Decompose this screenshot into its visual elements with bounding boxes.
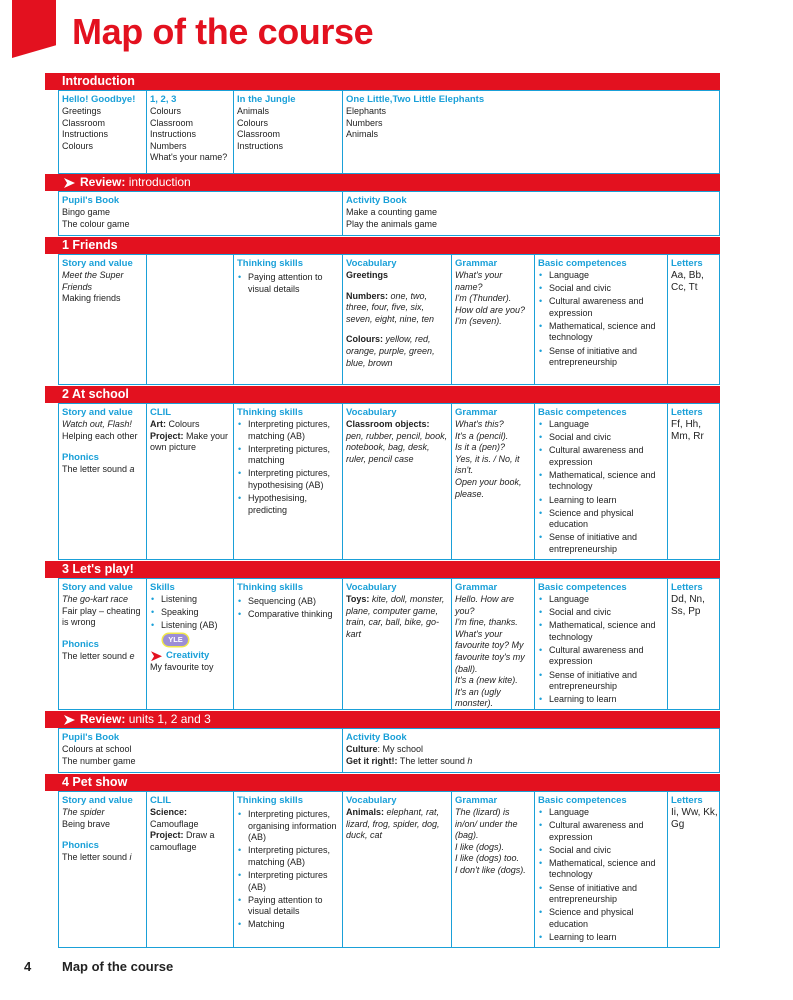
grammar-line: I like (dogs) too.: [455, 853, 520, 864]
vocab-col: [342, 792, 451, 947]
list-item: • Listening (AB): [150, 620, 230, 632]
list-item: • Social and civic: [538, 607, 664, 619]
thinking-list: [237, 809, 339, 931]
grammar-col: [451, 579, 534, 709]
vocab-words: Toys: kite, doll, monster, plane, computer game, train, car, ball, bike, go-kart: [346, 594, 445, 639]
competences-col: [534, 792, 667, 947]
vocab-label: Classroom objects:: [346, 419, 430, 429]
phonics-text: The letter sound a: [62, 464, 135, 475]
intro-col-3-heading: In the Jungle: [237, 94, 296, 105]
grammar-line: I'm (Thunder).: [455, 293, 512, 304]
intro-col-4-item: Elephants: [346, 106, 387, 116]
page-footer: [24, 961, 173, 973]
intro-col-4-heading: One Little,Two Little Elephants: [346, 94, 485, 105]
page-number: 4: [24, 959, 32, 974]
list-item: • Language: [538, 807, 664, 819]
competences-list: [538, 807, 664, 944]
list-item: • Interpreting pictures (AB): [237, 870, 339, 893]
competences-col: [534, 579, 667, 709]
intro-col-3-item: Colours: [237, 117, 269, 128]
unit-3-bar: [45, 561, 720, 578]
story-title: Watch out, Flash!: [62, 419, 132, 429]
intro-col-3-item: Classroom: [237, 129, 281, 140]
competences-list: [538, 270, 664, 369]
review-item: Play the animals game: [346, 218, 438, 229]
list-item: • Sense of initiative and entrepreneurship: [538, 532, 664, 555]
grammar-line: What's your favourite toy? My favourite toy's my (ball).: [455, 628, 525, 674]
list-item: • Interpreting pictures, matching (AB): [237, 419, 339, 442]
thinking-list: [237, 596, 339, 621]
list-item: • Interpreting pictures, matching (AB): [237, 845, 339, 868]
clil-science-label: Science:: [150, 807, 188, 817]
intro-col-2-item: What's your name?: [150, 152, 228, 163]
vocab-col: [342, 404, 451, 559]
vocab-heading: Vocabulary: [346, 795, 397, 806]
clil-heading: CLIL: [150, 407, 172, 418]
story-heading: Story and value: [62, 258, 133, 269]
competences-heading: Basic competences: [538, 795, 627, 806]
intro-col-1-item: Instructions: [62, 129, 109, 140]
thinking-col: [233, 404, 342, 559]
grammar-line: The (lizard) is in/on/ under the (bag).: [455, 807, 518, 841]
vocab-heading: Vocabulary: [346, 258, 397, 269]
intro-col-3: [233, 91, 342, 173]
grammar-col: [451, 404, 534, 559]
review-getit: Get it right!: The letter sound h: [346, 755, 473, 766]
thinking-list: [237, 272, 339, 295]
story-value: Being brave: [62, 818, 111, 829]
competences-list: [538, 594, 664, 706]
list-item: • Mathematical, science and technology: [538, 470, 664, 493]
intro-col-2-item: Classroom: [150, 117, 194, 128]
intro-box: [58, 90, 720, 174]
review-item: Make a counting game: [346, 207, 438, 217]
vocab-words: Animals: elephant, rat, lizard, frog, spider, dog, duck, cat: [346, 807, 440, 841]
unit-4-title: 4 Pet show: [62, 775, 128, 789]
grammar-line: How old are you?: [455, 304, 526, 315]
story-col: [59, 579, 146, 709]
vocab-greetings: Greetings: [346, 270, 389, 280]
thinking-heading: Thinking skills: [237, 258, 303, 269]
arrow-icon: [64, 178, 75, 188]
phonics-heading: Phonics: [62, 638, 99, 650]
unit-3-box: [58, 578, 720, 710]
list-item: • Hypothesising, predicting: [237, 493, 339, 516]
letters-value: Dd, Nn, Ss, Pp: [671, 594, 705, 617]
list-item: • Cultural awareness and expression: [538, 645, 664, 668]
vocab-words: pen, rubber, pencil, book, notebook, bag, desk, ruler, pencil case: [346, 430, 448, 464]
clil-col: [146, 792, 233, 947]
competences-col: [534, 404, 667, 559]
vocab-col: [342, 579, 451, 709]
grammar-line: What's this?: [455, 419, 504, 429]
arrow-icon: [64, 715, 75, 725]
list-item: • Sense of initiative and entrepreneurship: [538, 670, 664, 693]
list-item: • Comparative thinking: [237, 609, 339, 621]
review-label: Review:: [80, 712, 126, 726]
thinking-heading: Thinking skills: [237, 795, 303, 806]
competences-heading: Basic competences: [538, 407, 627, 418]
story-value: Making friends: [62, 293, 121, 304]
page-title: Map of the course: [72, 11, 374, 52]
list-item: • Learning to learn: [538, 932, 664, 944]
grammar-line: I'm (seven).: [455, 316, 502, 327]
unit-3-title: 3 Let's play!: [62, 562, 134, 576]
list-item: • Sense of initiative and entrepreneurship: [538, 346, 664, 369]
phonics-text: The letter sound e: [62, 650, 135, 661]
skills-col: [146, 579, 233, 709]
letters-heading: Letters: [671, 407, 703, 418]
vocab-colours: Colours: yellow, red, orange, purple, green, blue, brown: [346, 334, 435, 368]
grammar-line: I'm fine, thanks.: [455, 617, 518, 628]
intro-bar: [45, 73, 720, 90]
list-item: • Learning to learn: [538, 694, 664, 706]
list-item: • Paying attention to visual details: [237, 895, 339, 918]
review-rest: units 1, 2 and 3: [125, 712, 211, 726]
review-item: The colour game: [62, 218, 130, 229]
list-item: • Learning to learn: [538, 495, 664, 507]
list-item: • Social and civic: [538, 283, 664, 295]
phonics-heading: Phonics: [62, 452, 99, 464]
list-item: • Social and civic: [538, 432, 664, 444]
review-culture: Culture: My school: [346, 744, 424, 754]
intro-col-1-item: Classroom: [62, 117, 106, 128]
review-pupil-col: [59, 729, 342, 772]
intro-col-3-item: Instructions: [237, 140, 284, 151]
grammar-heading: Grammar: [455, 407, 498, 418]
vocab-numbers: Numbers: one, two, three, four, five, six, seven, eight, nine, ten: [346, 290, 435, 324]
empty-col: [146, 255, 233, 384]
activity-book-heading: Activity Book: [346, 195, 407, 206]
yle-badge: YLE: [163, 634, 188, 646]
intro-col-1-item: Greetings: [62, 106, 102, 116]
letters-value: Ii, Ww, Kk, Gg: [671, 807, 718, 830]
creativity-heading: Creativity: [150, 649, 230, 662]
grammar-col: [451, 792, 534, 947]
list-item: • Science and physical education: [538, 508, 664, 531]
grammar-line: It's an (ugly monster).: [455, 686, 501, 709]
phonics-text: The letter sound i: [62, 852, 132, 863]
review-item: The number game: [62, 755, 136, 766]
story-heading: Story and value: [62, 582, 133, 593]
list-item: • Matching: [237, 919, 339, 931]
intro-col-2-item: Instructions: [150, 129, 197, 140]
clil-heading: CLIL: [150, 795, 172, 806]
list-item: • Interpreting pictures, organising information (AB): [237, 809, 339, 844]
review-item: Colours at school: [62, 744, 132, 754]
unit-2-title: 2 At school: [62, 387, 129, 401]
grammar-line: Hello. How are you?: [455, 594, 515, 616]
review-pupil-col: [59, 192, 342, 235]
footer-title: Map of the course: [62, 959, 174, 974]
review-label: Review:: [80, 175, 126, 189]
intro-col-1-item: Colours: [62, 140, 94, 151]
story-col: [59, 255, 146, 384]
list-item: • Interpreting pictures, matching: [237, 444, 339, 467]
list-item: • Language: [538, 594, 664, 606]
intro-col-2-heading: 1, 2, 3: [150, 94, 177, 105]
intro-col-4-item: Numbers: [346, 117, 383, 128]
story-title: Meet the Super Friends: [62, 270, 124, 292]
letters-heading: Letters: [671, 795, 703, 806]
list-item: • Language: [538, 270, 664, 282]
clil-project: Project: Draw a camouflage: [150, 830, 215, 852]
thinking-list: [237, 419, 339, 516]
clil-col: [146, 404, 233, 559]
vocab-heading: Vocabulary: [346, 582, 397, 593]
review-activity-col: [342, 729, 721, 772]
letters-col: [667, 792, 721, 947]
list-item: • Science and physical education: [538, 907, 664, 930]
review-activity-col: [342, 192, 721, 235]
review-intro-box: [58, 191, 720, 236]
list-item: • Paying attention to visual details: [237, 272, 339, 295]
grammar-heading: Grammar: [455, 795, 498, 806]
list-item: • Sequencing (AB): [237, 596, 339, 608]
intro-col-4: [342, 91, 721, 173]
thinking-heading: Thinking skills: [237, 582, 303, 593]
letters-col: [667, 404, 721, 559]
intro-col-2-item: Colours: [150, 106, 182, 116]
story-title: The spider: [62, 807, 105, 817]
letters-value: Aa, Bb, Cc, Tt: [671, 270, 704, 293]
story-col: [59, 404, 146, 559]
list-item: • Interpreting pictures, hypothesising (AB): [237, 468, 339, 491]
intro-col-3-item: Animals: [237, 106, 270, 116]
grammar-line: What's your name?: [455, 270, 503, 292]
list-item: • Mathematical, science and technology: [538, 620, 664, 643]
creativity-text: My favourite toy: [150, 662, 214, 673]
intro-title: Introduction: [62, 74, 135, 88]
unit-4-bar: [45, 774, 720, 791]
list-item: • Mathematical, science and technology: [538, 321, 664, 344]
story-value: Helping each other: [62, 430, 138, 441]
unit-2-bar: [45, 386, 720, 403]
thinking-heading: Thinking skills: [237, 407, 303, 418]
grammar-line: It's a (new kite).: [455, 675, 518, 686]
unit-1-bar: [45, 237, 720, 254]
letters-col: [667, 255, 721, 384]
thinking-col: [233, 579, 342, 709]
intro-col-4-item: Animals: [346, 129, 379, 140]
activity-book-heading: Activity Book: [346, 732, 407, 743]
competences-col: [534, 255, 667, 384]
review-intro-bar: [45, 174, 720, 191]
grammar-line: Is it a (pen)?: [455, 442, 506, 453]
vocab-col: [342, 255, 451, 384]
competences-heading: Basic competences: [538, 582, 627, 593]
unit-4-box: [58, 791, 720, 948]
grammar-line: I like (dogs).: [455, 841, 505, 852]
list-item: • Cultural awareness and expression: [538, 820, 664, 843]
letters-col: [667, 579, 721, 709]
pupils-book-heading: Pupil's Book: [62, 732, 120, 743]
intro-col-1-heading: Hello! Goodbye!: [62, 94, 136, 105]
competences-heading: Basic competences: [538, 258, 627, 269]
unit-1-title: 1 Friends: [62, 238, 118, 252]
phonics-heading: Phonics: [62, 840, 99, 852]
clil-science: Camouflage: [150, 818, 199, 829]
thinking-col: [233, 255, 342, 384]
arrow-icon: [151, 651, 162, 661]
grammar-heading: Grammar: [455, 582, 498, 593]
vocab-heading: Vocabulary: [346, 407, 397, 418]
list-item: • Mathematical, science and technology: [538, 858, 664, 881]
grammar-line: Open your book, please.: [455, 476, 522, 499]
letters-heading: Letters: [671, 582, 703, 593]
list-item: • Cultural awareness and expression: [538, 296, 664, 319]
intro-col-2-item: Numbers: [150, 140, 187, 151]
story-title: The go-kart race: [62, 594, 129, 604]
story-value: Fair play – cheating is wrong: [62, 605, 141, 628]
clil-project: Project: Make your own picture: [150, 430, 229, 453]
list-item: • Listening: [150, 594, 230, 606]
grammar-line: Yes, it is. / No, it isn't.: [455, 453, 520, 476]
grammar-line: It's a (pencil).: [455, 430, 509, 441]
unit-2-box: [58, 403, 720, 560]
skills-heading: Skills: [150, 582, 175, 593]
letters-heading: Letters: [671, 258, 703, 269]
story-heading: Story and value: [62, 795, 133, 806]
intro-col-1: [59, 91, 146, 173]
list-item: • Social and civic: [538, 845, 664, 857]
clil-art: Art: Colours: [150, 419, 200, 429]
list-item: • Speaking: [150, 607, 230, 619]
grammar-heading: Grammar: [455, 258, 498, 269]
list-item: • Language: [538, 419, 664, 431]
intro-col-2: [146, 91, 233, 173]
list-item: • Cultural awareness and expression: [538, 445, 664, 468]
review-item: Bingo game: [62, 207, 111, 217]
unit-1-box: [58, 254, 720, 385]
story-col: [59, 792, 146, 947]
grammar-col: [451, 255, 534, 384]
competences-list: [538, 419, 664, 556]
review-rest: introduction: [125, 175, 191, 189]
review-units-bar: [45, 711, 720, 728]
story-heading: Story and value: [62, 407, 133, 418]
letters-value: Ff, Hh, Mm, Rr: [671, 419, 704, 442]
thinking-col: [233, 792, 342, 947]
corner-tab: [12, 0, 56, 58]
list-item: • Sense of initiative and entrepreneurship: [538, 883, 664, 906]
skills-list: [150, 594, 230, 632]
pupils-book-heading: Pupil's Book: [62, 195, 120, 206]
grammar-line: I don't like (dogs).: [455, 864, 526, 875]
review-units-box: [58, 728, 720, 773]
